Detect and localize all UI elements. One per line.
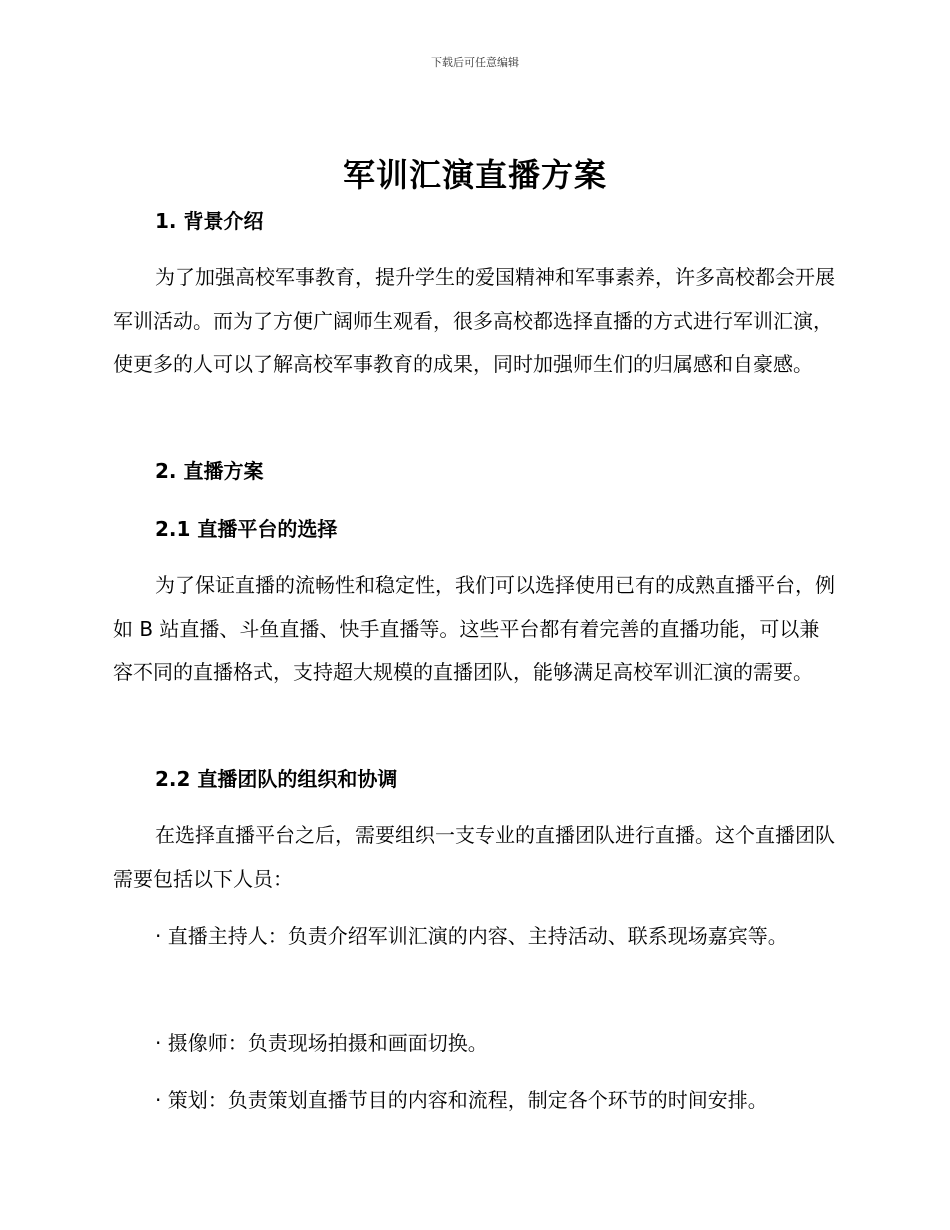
section-heading-team: 2.2 直播团队的组织和协调 — [155, 767, 398, 791]
paragraph-platform: 为了保证直播的流畅性和稳定性，我们可以选择使用已有的成熟直播平台，例如 B 站直播、斗鱼直播、快手直播等。这些平台都有着完善的直播功能，可以兼容不同的直播格式，支持超大规模的直播团队，能够满足高校军训汇演的需要。 — [113, 573, 835, 684]
bullet-item-camera: · 摄像师：负责现场拍摄和画面切换。 — [155, 1031, 488, 1055]
bullet-item-host: · 直播主持人：负责介绍军训汇演的内容、主持活动、联系现场嘉宾等。 — [155, 924, 788, 948]
paragraph-team: 在选择直播平台之后，需要组织一支专业的直播团队进行直播。这个直播团队需要包括以下人员： — [113, 823, 835, 891]
section-heading-platform: 2.1 直播平台的选择 — [155, 517, 338, 541]
bullet-item-planner: · 策划：负责策划直播节目的内容和流程，制定各个环节的时间安排。 — [155, 1088, 768, 1112]
section-heading-plan: 2. 直播方案 — [155, 459, 264, 483]
page-header-note: 下载后可任意编辑 — [431, 56, 519, 69]
document-title: 军训汇演直播方案 — [342, 156, 607, 194]
section-heading-background: 1. 背景介绍 — [155, 209, 264, 233]
paragraph-background: 为了加强高校军事教育，提升学生的爱国精神和军事素养，许多高校都会开展军训活动。而为了方便广阔师生观看，很多高校都选择直播的方式进行军训汇演，使更多的人可以了解高校军事教育的成果，同时加强师生们的归属感和自豪感。 — [113, 265, 835, 376]
